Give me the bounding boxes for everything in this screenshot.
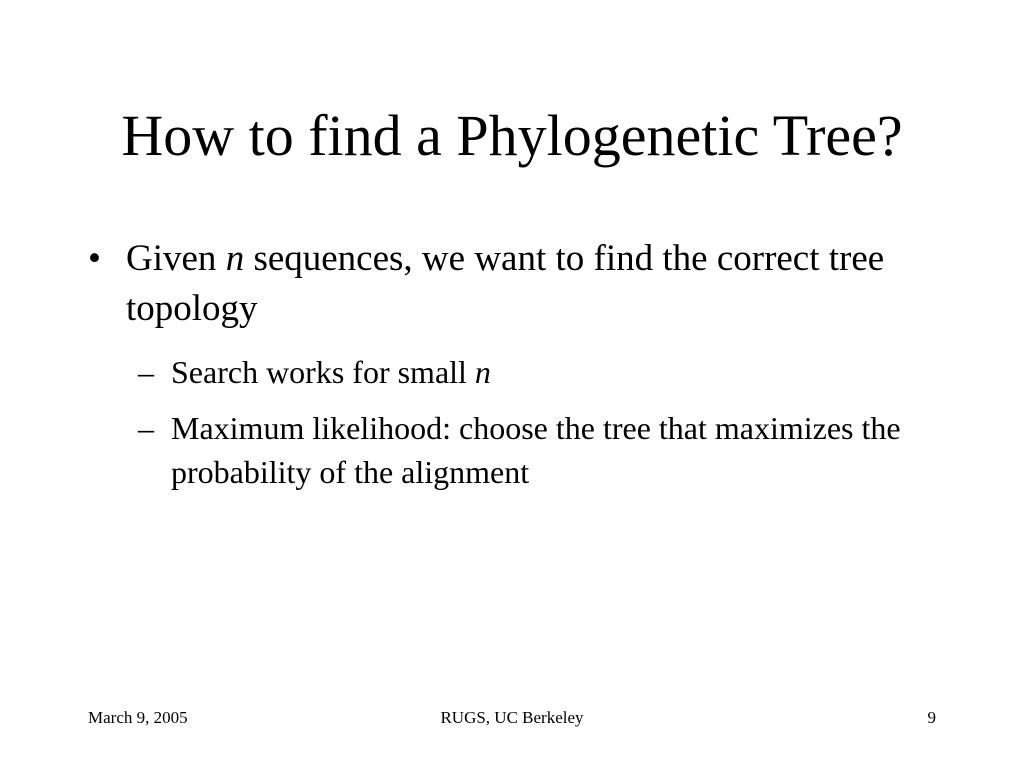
sub-bullet-text [171, 350, 908, 394]
slide-title: How to find a Phylogenetic Tree? [121, 103, 903, 168]
bullet-text [126, 234, 908, 334]
bullet-item [88, 234, 908, 334]
variable-n: n [474, 354, 491, 390]
slide-number: 9 [927, 708, 936, 727]
bullet-text-part: Given [126, 238, 226, 279]
sub-bullet-marker: – [138, 410, 154, 446]
sub-bullet-text-part: Search works for small [171, 354, 475, 390]
sub-bullet-item [138, 406, 908, 494]
sub-bullet-text: Maximum likelihood: choose the tree that maximizes the probability of the alignment [171, 410, 901, 490]
variable-n: n [225, 238, 245, 279]
bullet-text-part: sequences, we want to find the correct tree topology [126, 238, 885, 329]
bullet-marker: • [88, 238, 101, 279]
sub-bullet-item [138, 350, 908, 394]
footer-date: March 9, 2005 [88, 708, 188, 727]
footer-venue: RUGS, UC Berkeley [440, 708, 584, 727]
sub-bullet-marker: – [138, 354, 154, 390]
